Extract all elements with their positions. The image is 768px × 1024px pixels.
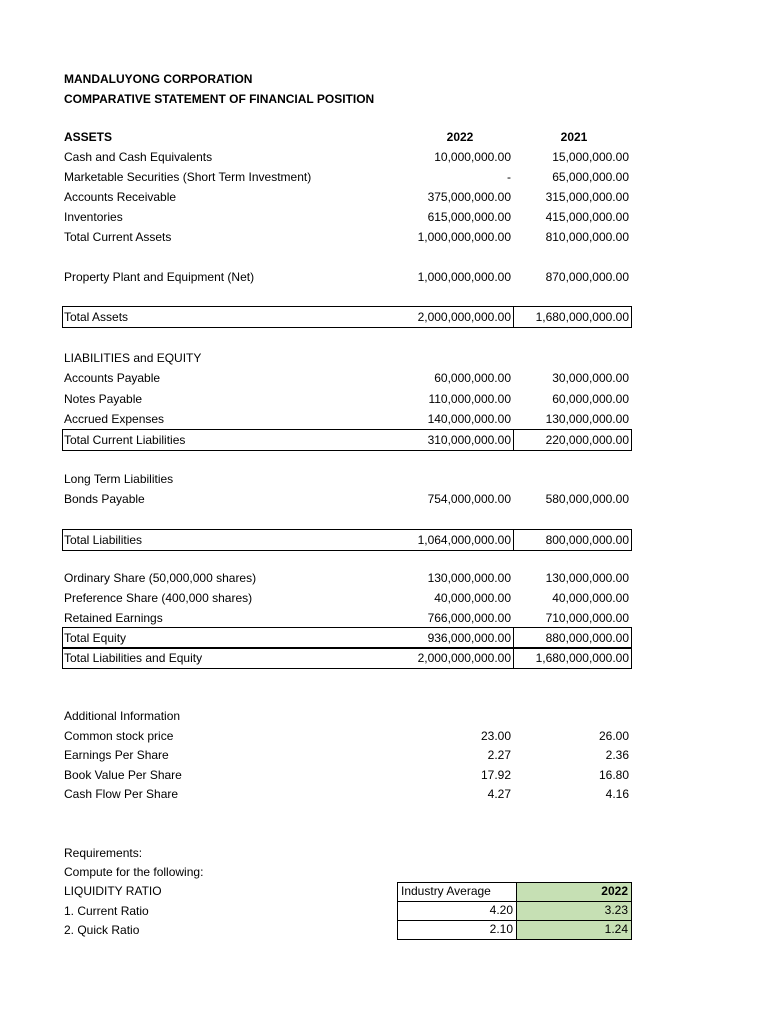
row-label: Accrued Expenses	[64, 412, 165, 426]
row-label: Common stock price	[64, 729, 174, 743]
total-equity-2022: 936,000,000.00	[427, 631, 511, 645]
row-label: Retained Earnings	[64, 611, 163, 625]
total-liabilities-2021: 800,000,000.00	[545, 533, 629, 547]
row-label: Total Current Assets	[64, 230, 172, 244]
value-2021: 4.16	[605, 787, 629, 801]
total-liabilities-label: Total Liabilities	[64, 533, 143, 547]
value-2022: 23.00	[480, 729, 511, 743]
year-2022-header: 2022	[446, 130, 474, 144]
ratio-label: 2. Quick Ratio	[64, 923, 140, 937]
year-2022-ratio-header: 2022	[516, 882, 632, 902]
value-2022: 140,000,000.00	[427, 412, 511, 426]
ratio-label: 1. Current Ratio	[64, 904, 149, 918]
row-label: Accounts Payable	[64, 371, 161, 385]
value-2021: 580,000,000.00	[545, 492, 629, 506]
value-2022: 60,000,000.00	[434, 371, 511, 385]
quick-ratio-2022[interactable]: 1.24	[516, 920, 632, 940]
total-current-liabilities-2021: 220,000,000.00	[545, 433, 629, 447]
value-2022: 4.27	[487, 787, 511, 801]
value-2021: 810,000,000.00	[545, 230, 629, 244]
value-2021: 16.80	[598, 768, 629, 782]
row-label: Book Value Per Share	[64, 768, 182, 782]
row-label: Earnings Per Share	[64, 748, 169, 762]
total-liabilities-2022: 1,064,000,000.00	[417, 533, 511, 547]
total-assets-label: Total Assets	[64, 310, 129, 324]
row-label: Ordinary Share (50,000,000 shares)	[64, 571, 257, 585]
value-2021: 130,000,000.00	[545, 412, 629, 426]
total-assets-2021: 1,680,000,000.00	[535, 310, 629, 324]
industry-average-header: Industry Average	[397, 882, 517, 902]
value-2022: -	[507, 170, 511, 184]
value-2022: 2.27	[487, 748, 511, 762]
total-le-label: Total Liabilities and Equity	[64, 651, 203, 665]
value-2021: 65,000,000.00	[552, 170, 629, 184]
value-2021: 26.00	[598, 729, 629, 743]
value-2022: 40,000,000.00	[434, 591, 511, 605]
liquidity-ratio-heading: LIQUIDITY RATIO	[64, 884, 162, 898]
value-2022: 615,000,000.00	[427, 210, 511, 224]
row-label: Marketable Securities (Short Term Investment)	[64, 170, 312, 184]
row-label: Notes Payable	[64, 392, 143, 406]
year-2021-header: 2021	[560, 130, 588, 144]
total-current-liabilities-2022: 310,000,000.00	[427, 433, 511, 447]
row-label: Preference Share (400,000 shares)	[64, 591, 253, 605]
row-label: Accounts Receivable	[64, 190, 177, 204]
row-label: Property Plant and Equipment (Net)	[64, 270, 255, 284]
total-equity-label: Total Equity	[64, 631, 127, 645]
total-le-2022: 2,000,000,000.00	[417, 651, 511, 665]
value-2021: 415,000,000.00	[545, 210, 629, 224]
value-2021: 40,000,000.00	[552, 591, 629, 605]
total-current-liabilities-label: Total Current Liabilities	[64, 433, 186, 447]
value-2022: 375,000,000.00	[427, 190, 511, 204]
row-label: Cash Flow Per Share	[64, 787, 179, 801]
row-label: Inventories	[64, 210, 123, 224]
value-2022: 1,000,000,000.00	[417, 270, 511, 284]
value-2022: 17.92	[480, 768, 511, 782]
total-assets-2022: 2,000,000,000.00	[417, 310, 511, 324]
company-name: MANDALUYONG CORPORATION	[64, 72, 253, 86]
requirements-heading: Requirements:	[64, 846, 143, 860]
additional-heading: Additional Information	[64, 709, 181, 723]
value-2022: 130,000,000.00	[427, 571, 511, 585]
assets-heading: ASSETS	[64, 130, 113, 144]
total-equity-2021: 880,000,000.00	[545, 631, 629, 645]
current-ratio-2022[interactable]: 3.23	[516, 901, 632, 921]
value-2022: 1,000,000,000.00	[417, 230, 511, 244]
row-divider	[63, 647, 631, 649]
value-2022: 110,000,000.00	[428, 392, 511, 406]
value-2022: 10,000,000.00	[434, 150, 511, 164]
value-2021: 2.36	[605, 748, 629, 762]
statement-title: COMPARATIVE STATEMENT OF FINANCIAL POSITION	[64, 92, 375, 106]
liabilities-heading: LIABILITIES and EQUITY	[64, 351, 202, 365]
total-le-2021: 1,680,000,000.00	[535, 651, 629, 665]
value-2021: 15,000,000.00	[552, 150, 629, 164]
value-2022: 754,000,000.00	[427, 492, 511, 506]
value-2021: 870,000,000.00	[545, 270, 629, 284]
value-2021: 60,000,000.00	[552, 392, 629, 406]
value-2021: 30,000,000.00	[552, 371, 629, 385]
industry-current-ratio: 4.20	[397, 901, 517, 921]
industry-quick-ratio: 2.10	[397, 920, 517, 940]
value-2021: 710,000,000.00	[545, 611, 629, 625]
value-2021: 315,000,000.00	[545, 190, 629, 204]
value-2022: 766,000,000.00	[427, 611, 511, 625]
long-term-heading: Long Term Liabilities	[64, 472, 174, 486]
row-label: Cash and Cash Equivalents	[64, 150, 213, 164]
value-2021: 130,000,000.00	[545, 571, 629, 585]
row-label: Bonds Payable	[64, 492, 145, 506]
requirements-instruction: Compute for the following:	[64, 865, 204, 879]
